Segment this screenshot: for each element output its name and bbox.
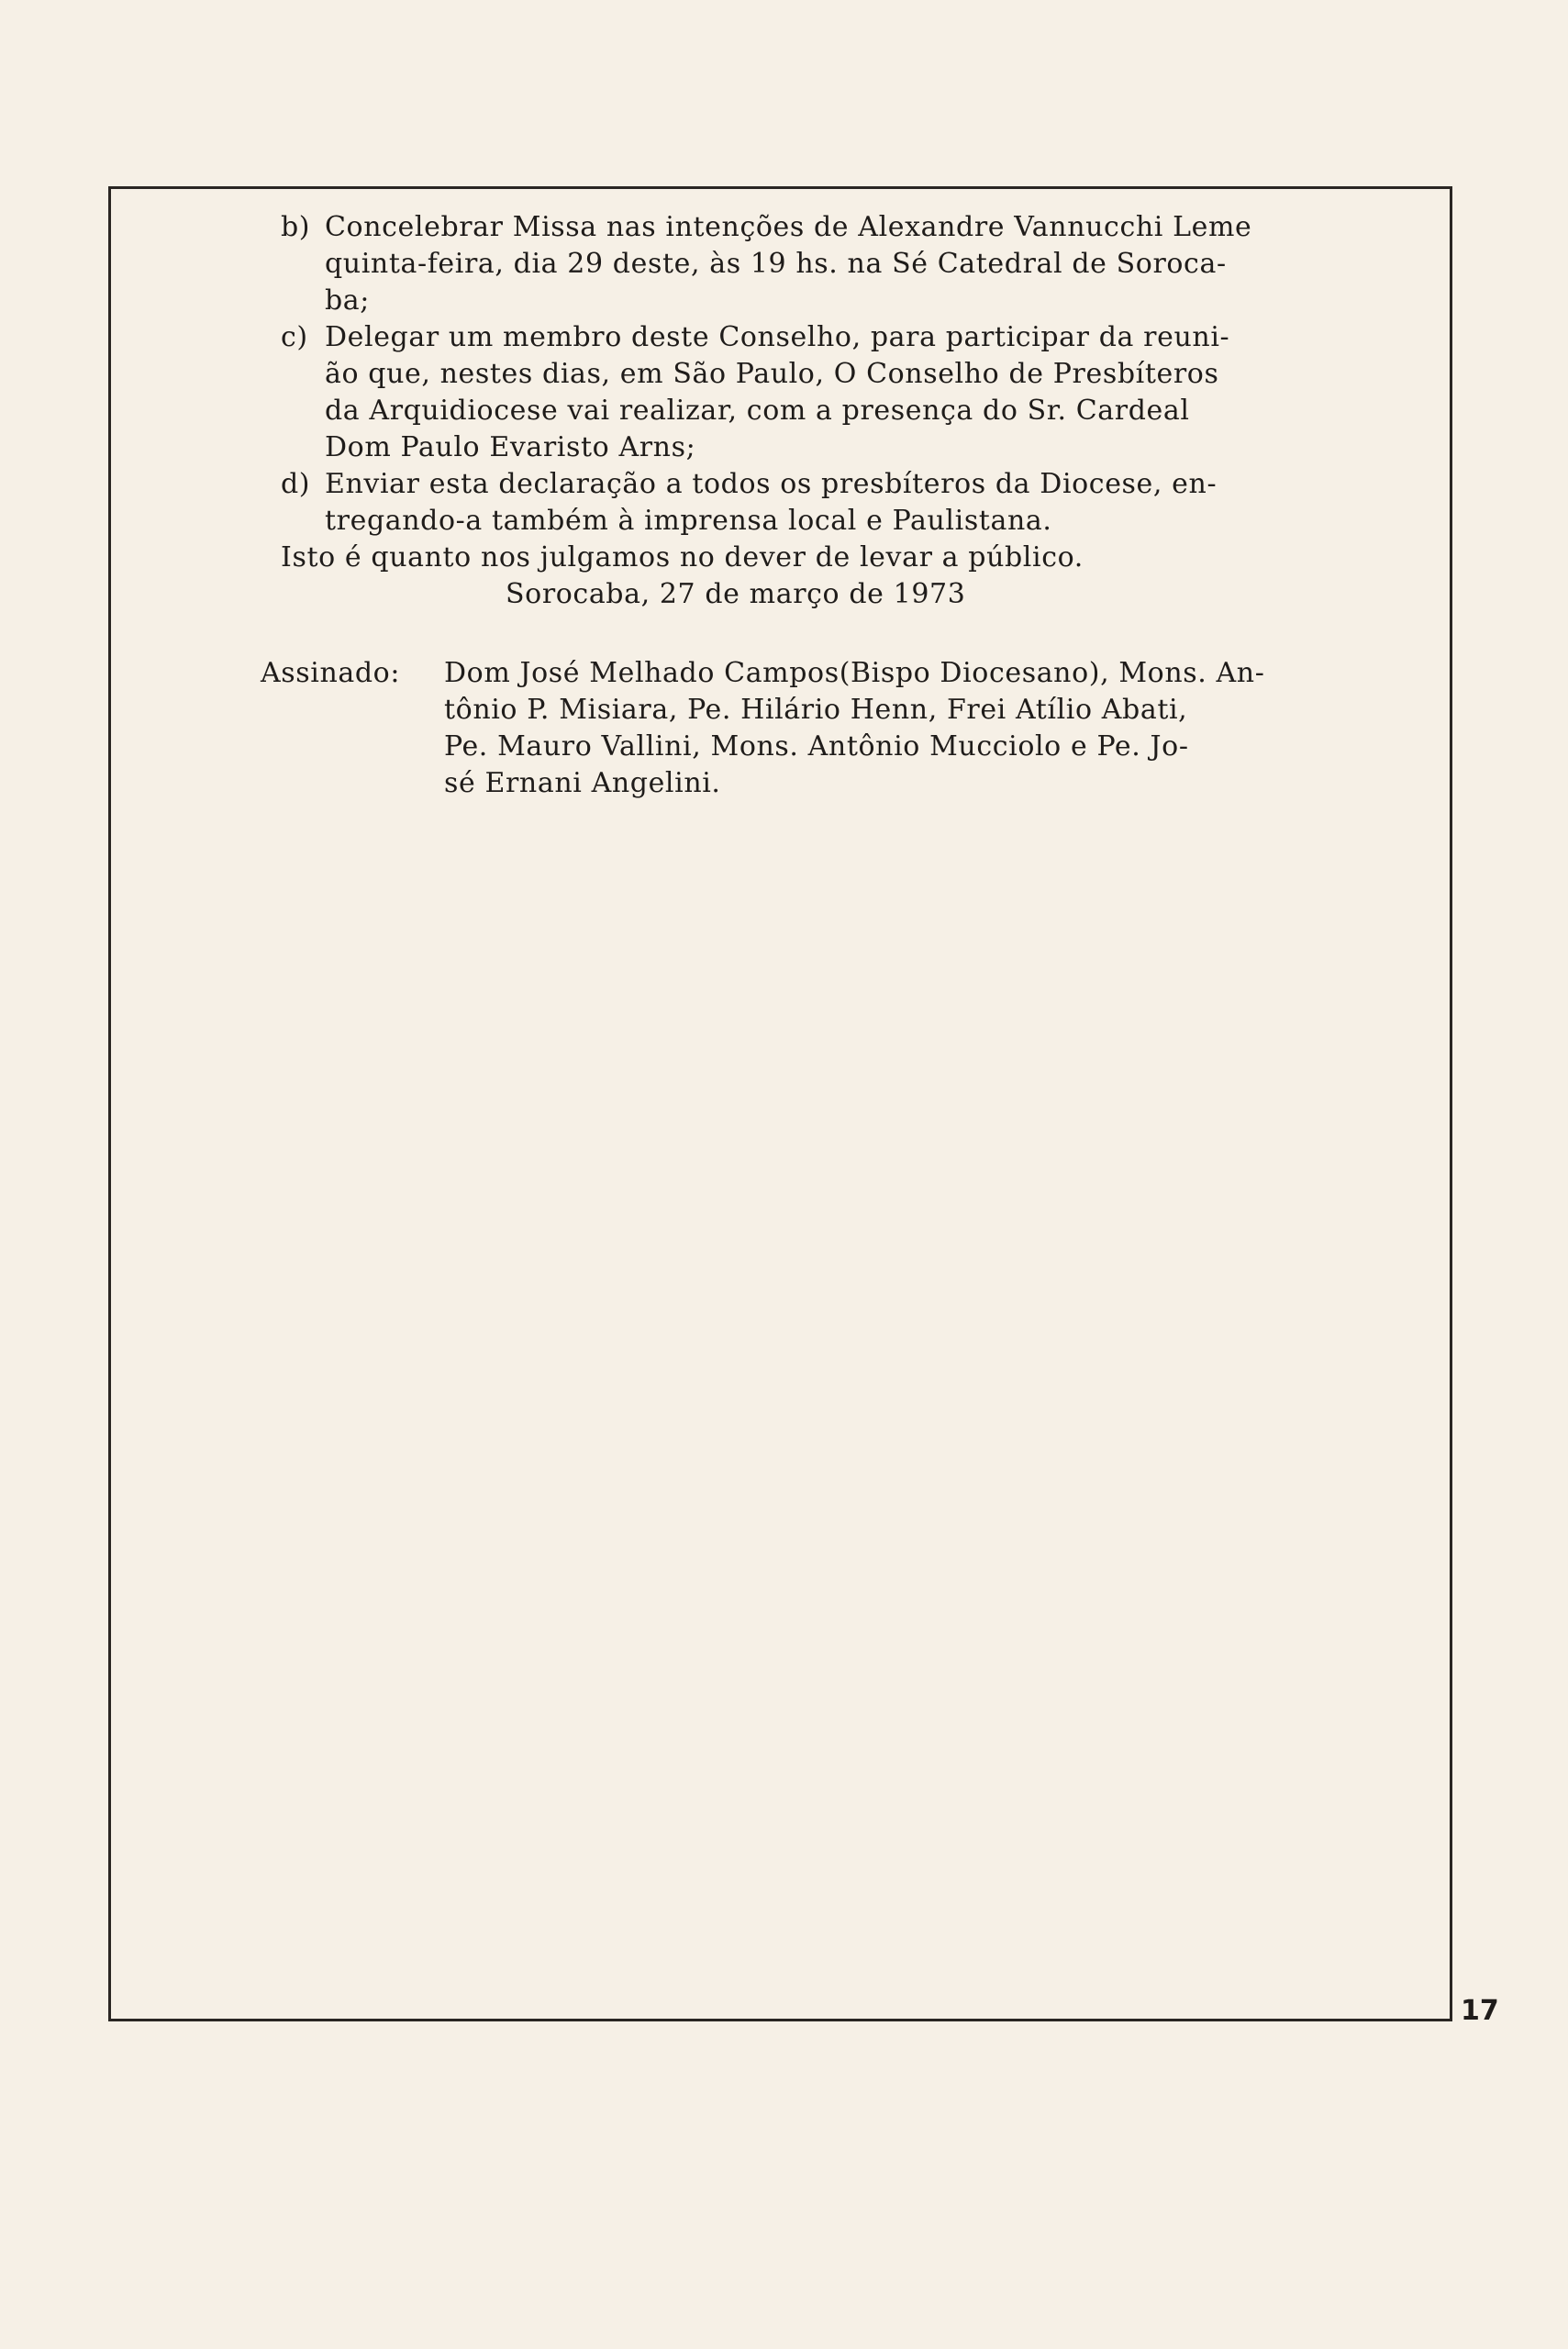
list-item-d	[281, 466, 1414, 540]
signatory-line: Dom José Melhado Campos(Bispo Diocesano), Mons. An-	[444, 657, 1265, 689]
page-number: 17	[1461, 1995, 1499, 2027]
signatory-line: Pe. Mauro Vallini, Mons. Antônio Mucciolo e Pe. Jo-	[444, 730, 1189, 763]
signatory-line: sé Ernani Angelini.	[444, 767, 721, 799]
list-item-b	[281, 209, 1414, 319]
list-item-c	[281, 319, 1414, 466]
signature-label: Assinado:	[261, 657, 401, 689]
list-marker: d)	[281, 468, 311, 500]
text-line: ão que, nestes dias, em São Paulo, O Conselho de Presbíteros	[325, 358, 1219, 390]
text-line: ba;	[325, 284, 370, 317]
closing-statement: Isto é quanto nos julgamos no dever de levar a público.	[281, 541, 1084, 573]
text-line: da Arquidiocese vai realizar, com a presença do Sr. Cardeal	[325, 395, 1190, 427]
text-line: Dom Paulo Evaristo Arns;	[325, 431, 696, 463]
text-line: Delegar um membro deste Conselho, para participar da reuni-	[325, 321, 1230, 353]
text-line: tregando-a também à imprensa local e Paulistana.	[325, 505, 1052, 537]
list-marker: b)	[281, 211, 311, 243]
dateline: Sorocaba, 27 de março de 1973	[506, 578, 966, 610]
signatory-line: tônio P. Misiara, Pe. Hilário Henn, Frei Atílio Abati,	[444, 694, 1188, 726]
text-line: Enviar esta declaração a todos os presbíteros da Diocese, en-	[325, 468, 1218, 500]
text-line: quinta-feira, dia 29 deste, às 19 hs. na Sé Catedral de Soroca-	[325, 248, 1227, 280]
document-body	[261, 209, 1414, 802]
list-marker: c)	[281, 321, 308, 353]
signature-block	[261, 655, 1394, 802]
text-line: Concelebrar Missa nas intenções de Alexandre Vannucchi Leme	[325, 211, 1252, 243]
